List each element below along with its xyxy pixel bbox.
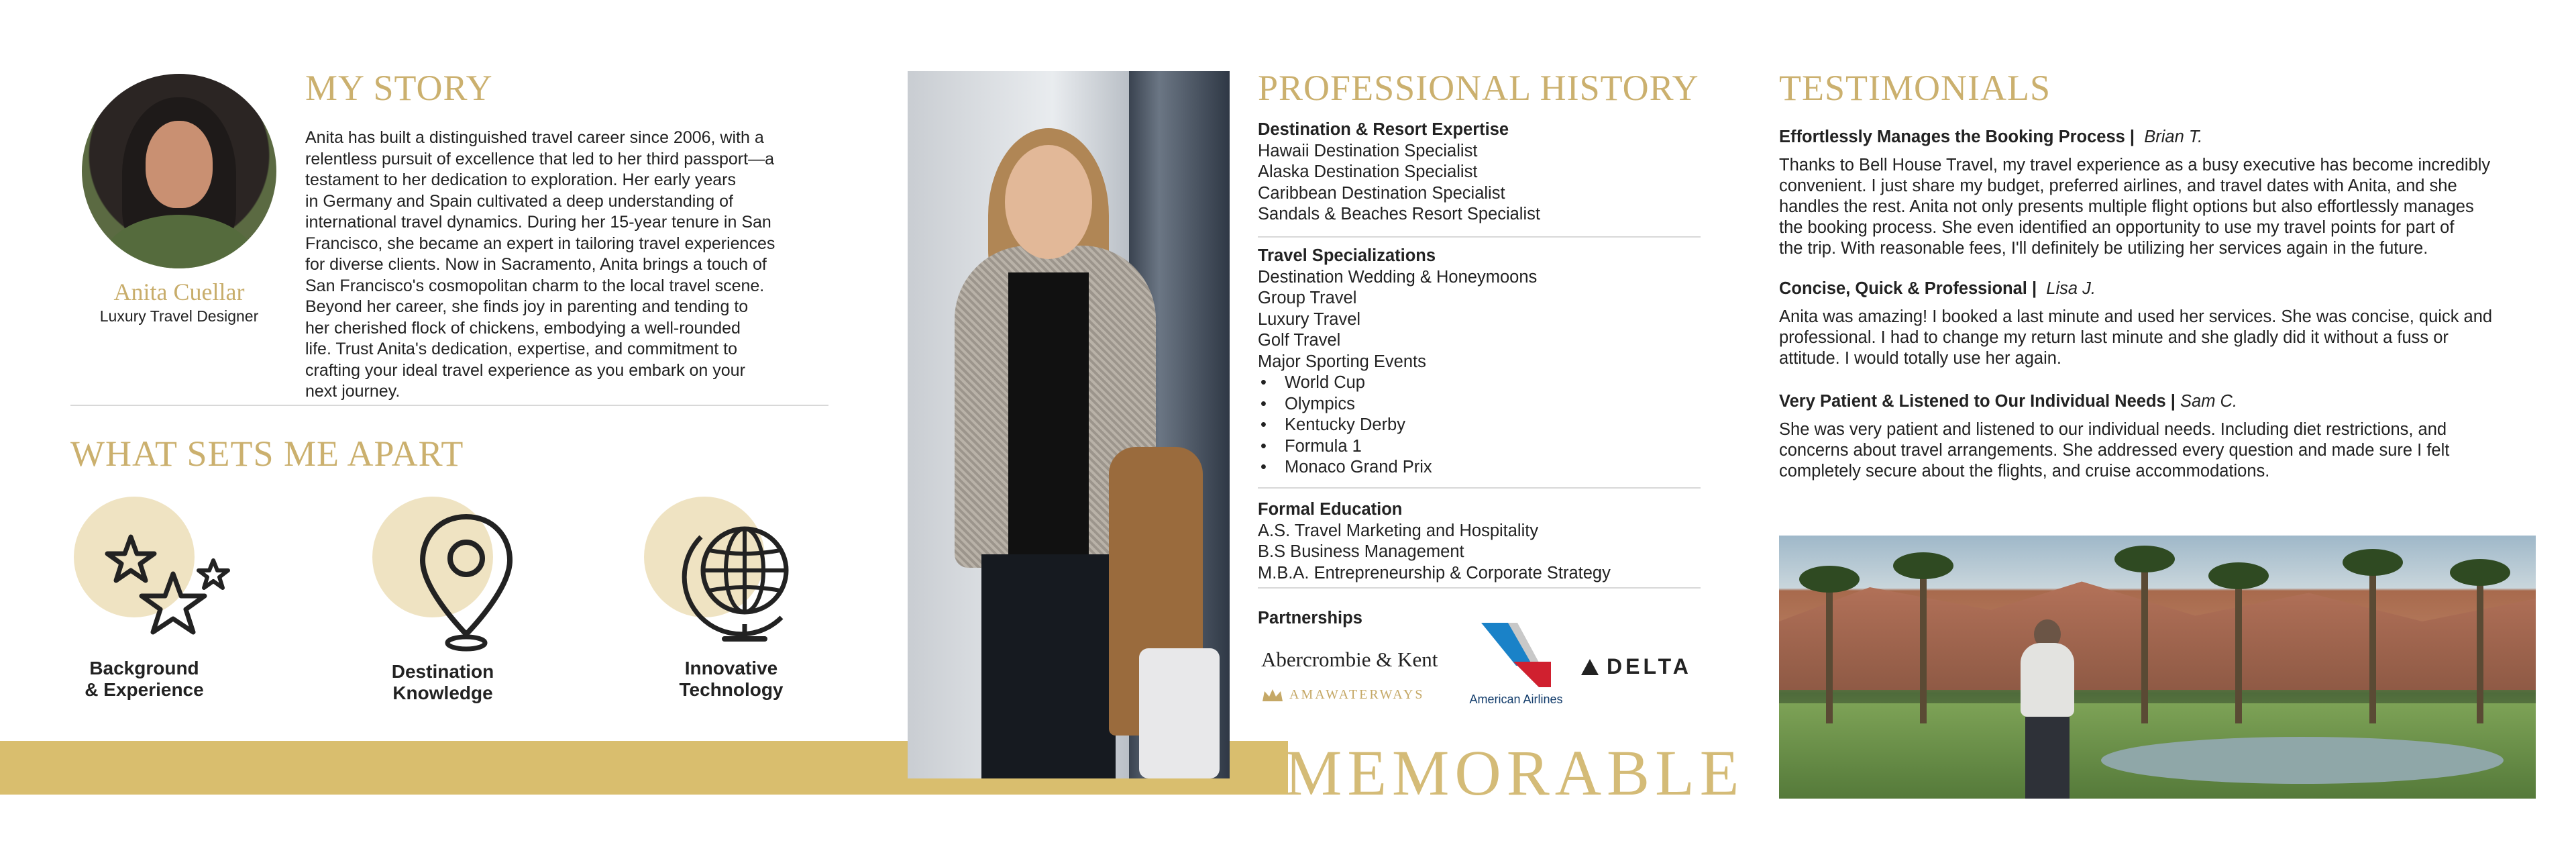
profile-photo xyxy=(82,74,276,268)
professional-heading: PROFESSIONAL HISTORY xyxy=(1258,68,1699,108)
profile-name: Anita Cuellar xyxy=(113,279,245,305)
apart-heading: WHAT SETS ME APART xyxy=(70,434,464,474)
sporting-events-list: • World Cup • Olympics • Kentucky Derby • Formula 1 • Monaco Grand Prix xyxy=(1258,372,1701,478)
education-section: Formal Education A.S. Travel Marketing and Hospitality B.S Business Management M.B.A. Entrepreneurship & Corporate Strategy xyxy=(1258,500,1611,583)
stars-icon xyxy=(94,523,241,658)
american-airlines-logo xyxy=(1462,617,1570,711)
globe-icon xyxy=(681,510,808,658)
story-text: Anita has built a distinguished travel career since 2006, with a relentless pursuit of excellence that led to her third passport—a testament to her dedication to exploration. Her early years in Germany and Spain cultivated a deep understanding of international travel dynamics. During her 15-year tenure in San Francisco, she became an expert in tailoring travel experiences for diverse clients. Now in Sacramento, Anita brings a touch of San Francisco's cosmopolitan charm to the local travel scene. Beyond her career, she finds joy in parenting and tending to her cherished flock of chickens, embodying a well-rounded life. Trust Anita's dedication, expertise, and commitment to crafting your ideal travel experience as you embark on your next journey. xyxy=(305,128,775,401)
abercrombie-kent-logo: Abercrombie & Kent xyxy=(1261,648,1438,671)
testimonial-item: Concise, Quick & Professional | Lisa J. Anita was amazing! I booked a last minute and used her services. She was concise, quick and professional. I had to change my return last minute and she gladly did it without a fuss or attitude. I would totally use her again. xyxy=(1779,279,2493,368)
delta-logo: DELTA xyxy=(1580,654,1692,679)
specializations-section: Travel Specializations Destination Wedding & Honeymoons Group Travel Luxury Travel Golf Travel Major Sporting Events • World Cup • Olympics • Kentucky Derby • Formula 1 • Monaco Grand Prix xyxy=(1258,246,1701,478)
memorable-tagline: MEMORABLE xyxy=(1285,737,1745,809)
map-pin-icon xyxy=(413,510,520,658)
story-heading: MY STORY xyxy=(305,68,493,108)
feature-label: Background & Experience xyxy=(85,658,204,700)
american-airlines-icon xyxy=(1476,617,1556,691)
testimonial-item: Effortlessly Manages the Booking Process | Brian T. Thanks to Bell House Travel, my travel experience as a busy executive has become incredibly convenient. I just share my budget, preferred airlines, and travel dates with Anita, and she handles the rest. Anita not only presents multiple flight options but also effortlessly manages the booking process. She even identified an opportunity to use my travel points for part of the trip. With reasonable fees, I'll definitely be utilizing her services again in the future. xyxy=(1779,128,2491,258)
american-airlines-label: American Airlines xyxy=(1469,693,1563,706)
golfer-figure xyxy=(2010,616,2084,799)
crown-icon xyxy=(1261,688,1284,703)
testimonial-item: Very Patient & Listened to Our Individual Needs | Sam C. She was very patient and listened to our individual needs. Including diet restrictions, and concerns about travel arrangements. She addressed every question and made sure I felt completely secure about the flights, and cruise accommodations. xyxy=(1779,392,2450,481)
expertise-section: Destination & Resort Expertise Hawaii Destination Specialist Alaska Destination Specialist Caribbean Destination Specialist Sandals & Beaches Resort Specialist xyxy=(1258,120,1540,223)
amawaterways-logo: AMAWATERWAYS xyxy=(1261,687,1424,703)
feature-label: Innovative Technology xyxy=(679,658,784,700)
feature-label: Destination Knowledge xyxy=(391,661,494,703)
section-divider xyxy=(1258,587,1701,589)
story-divider xyxy=(70,405,828,406)
partnerships-section: Partnerships xyxy=(1258,609,1362,627)
profile-title: Luxury Travel Designer xyxy=(99,307,259,325)
testimonials-heading: TESTIMONIALS xyxy=(1779,68,2051,108)
golf-resort-photo xyxy=(1779,536,2536,799)
section-divider xyxy=(1258,236,1701,238)
delta-triangle-icon xyxy=(1580,658,1600,676)
section-divider xyxy=(1258,487,1701,489)
traveler-photo xyxy=(908,71,1230,778)
